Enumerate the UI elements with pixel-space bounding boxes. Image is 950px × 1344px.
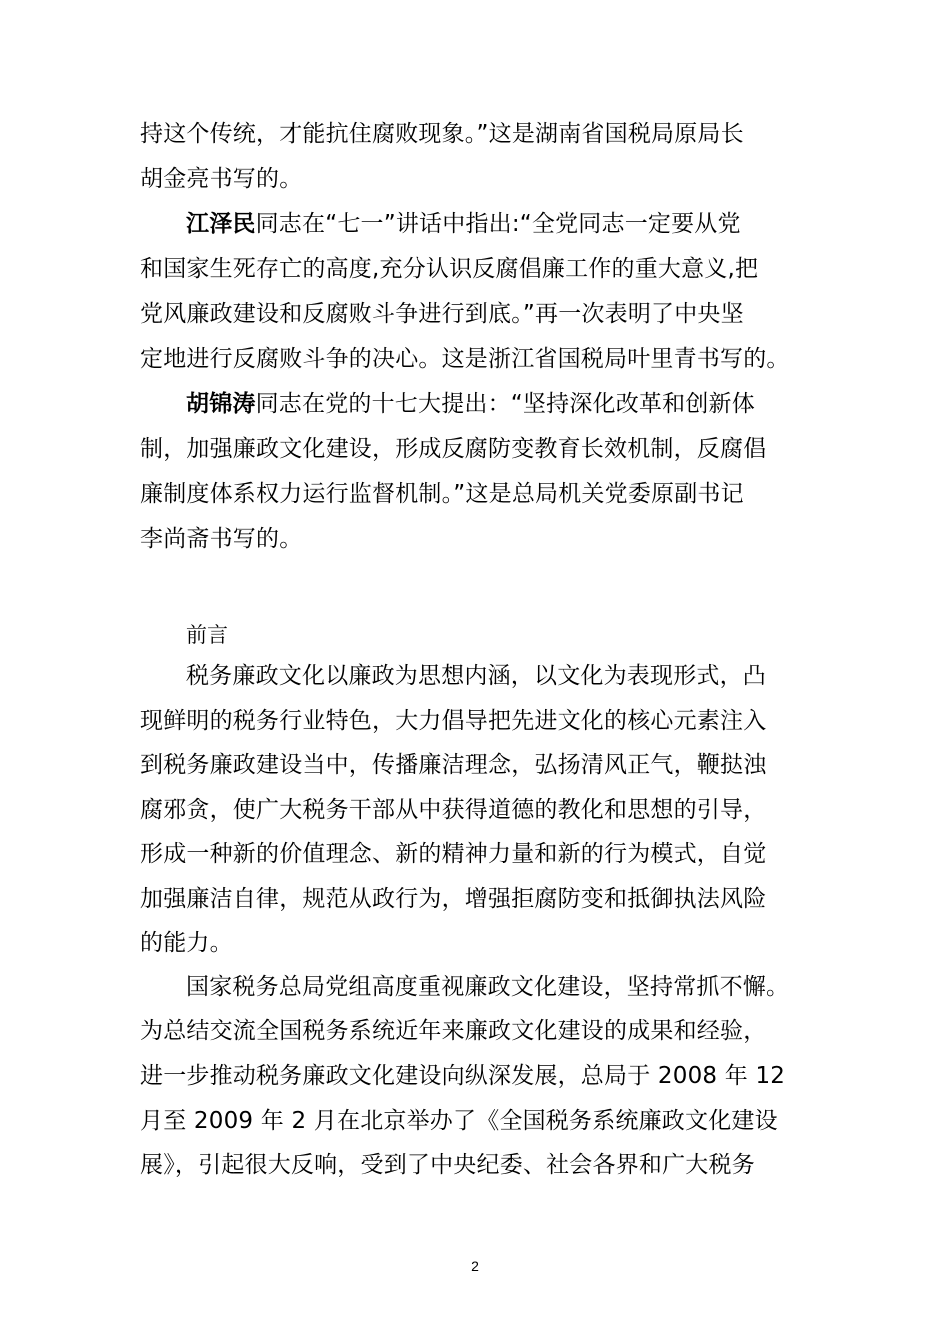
p4-line-7: 的能力。 <box>140 930 233 956</box>
p2-line-1 <box>186 209 741 239</box>
p2-line-1-rest: 同志在“七一”讲话中指出:“全党同志一定要从党 <box>255 211 741 237</box>
p4-line-1: 税务廉政文化以廉政为思想内涵，以文化为表现形式，凸 <box>186 663 766 689</box>
p3-name: 胡锦涛 <box>186 391 256 417</box>
p1-line-2: 胡金亮书写的。 <box>140 166 303 192</box>
p5-line-3: 进一步推动税务廉政文化建设向纵深发展，总局于 2008 年 12 <box>140 1063 786 1089</box>
p2-line-2: 和国家生死存亡的高度,充分认识反腐倡廉工作的重大意义,把 <box>140 256 759 282</box>
p5-line-2: 为总结交流全国税务系统近年来廉政文化建设的成果和经验， <box>140 1018 767 1044</box>
p5-line-1: 国家税务总局党组高度重视廉政文化建设，坚持常抓不懈。 <box>186 974 790 1000</box>
p4-line-3: 到税务廉政建设当中，传播廉洁理念，弘扬清风正气，鞭挞浊 <box>140 752 767 778</box>
p3-line-3: 廉制度体系权力运行监督机制。”这是总局机关党委原副书记 <box>140 481 744 507</box>
p4-line-5: 形成一种新的价值理念、新的精神力量和新的行为模式，自觉 <box>140 841 767 867</box>
p4-line-6: 加强廉洁自律，规范从政行为，增强拒腐防变和抵御执法风险 <box>140 886 767 912</box>
p3-line-1 <box>186 389 755 419</box>
p2-name: 江泽民 <box>186 211 256 237</box>
section-heading: 前言 <box>186 623 228 647</box>
p3-line-1-rest: 同志在党的十七大提出：“坚持深化改革和创新体 <box>255 391 755 417</box>
p2-line-3: 党风廉政建设和反腐败斗争进行到底。”再一次表明了中央坚 <box>140 301 744 327</box>
p3-line-2: 制，加强廉政文化建设，形成反腐防变教育长效机制，反腐倡 <box>140 436 767 462</box>
p4-line-2: 现鲜明的税务行业特色，大力倡导把先进文化的核心元素注入 <box>140 708 767 734</box>
p5-line-5: 展》，引起很大反响，受到了中央纪委、社会各界和广大税务 <box>140 1152 755 1178</box>
p1-line-1: 持这个传统，才能抗住腐败现象。”这是湖南省国税局原局长 <box>140 121 744 147</box>
p5-line-4: 月至 2009 年 2 月在北京举办了《全国税务系统廉政文化建设 <box>140 1108 778 1134</box>
page-number: 2 <box>471 1258 479 1274</box>
p2-line-4: 定地进行反腐败斗争的决心。这是浙江省国税局叶里青书写的。 <box>140 346 790 372</box>
p3-line-4: 李尚斋书写的。 <box>140 526 303 552</box>
p4-line-4: 腐邪贪，使广大税务干部从中获得道德的教化和思想的引导， <box>140 797 767 823</box>
